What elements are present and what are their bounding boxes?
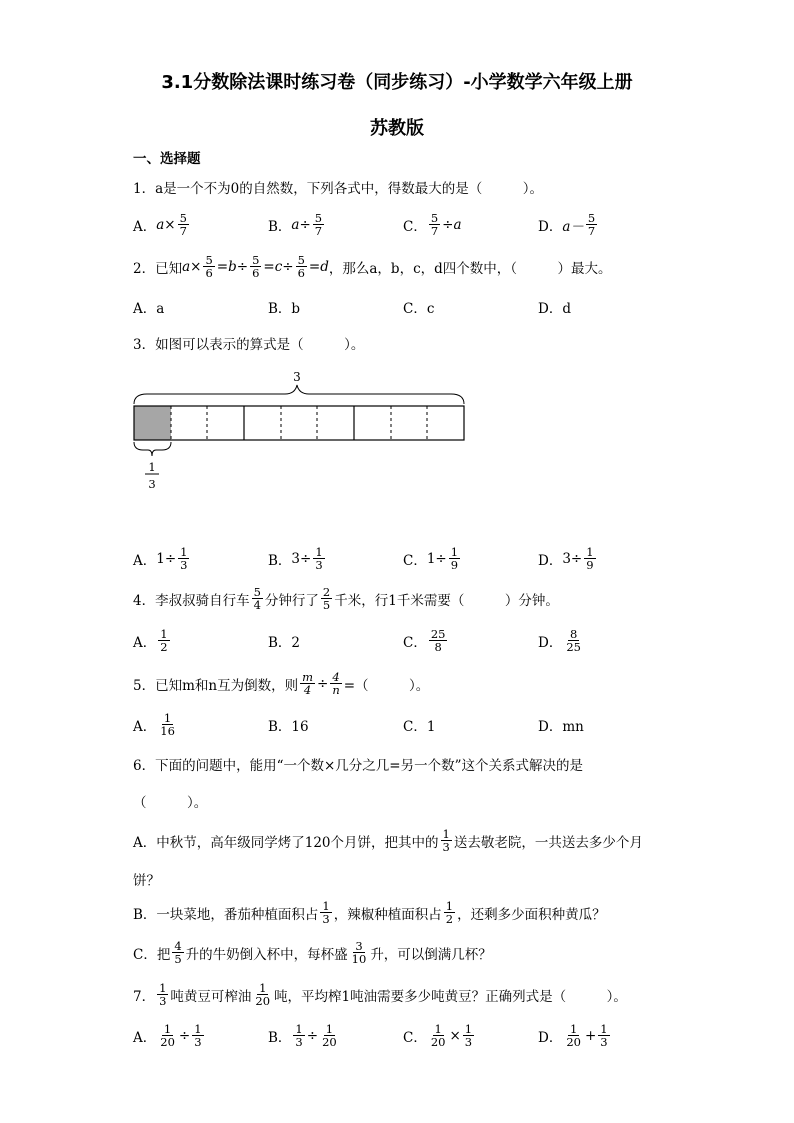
top-brace-label: 3 [293, 370, 301, 384]
top-brace [134, 385, 464, 404]
q4-options [133, 628, 673, 653]
shaded-cell [134, 406, 171, 440]
q6-option-a-cont: 饼？ [133, 873, 160, 889]
q2-options [133, 297, 673, 317]
q1-options [133, 212, 673, 237]
q2-option-a: A．a [133, 301, 165, 317]
question-5: 5．已知m和n互为倒数，则 $\frac{m}{4}$ ÷ $\frac{4}{n}$ =（ ）。 [133, 670, 430, 697]
q6-option-b: B．一块菜地，番茄种植面积占 $\frac{1}{3}$ ，辣椒种植面积占 $\frac{1}{2}$ ，还剩多少面积种黄瓜？ [133, 899, 606, 926]
section-heading: 一、选择题 [133, 151, 201, 167]
question-3: 3．如图可以表示的算式是（ ）。 [133, 337, 365, 353]
q2-option-d: D．d [538, 301, 571, 317]
q6-option-c: C．把 $\frac{4}{5}$ 升的牛奶倒入杯中，每杯盛 $\frac{3}{10}$ 升，可以倒满几杯？ [133, 939, 492, 966]
q1-option-d: D． a－ $\frac{5}{7}$ [538, 211, 596, 238]
question-1: 1．a是一个不为0的自然数，下列各式中，得数最大的是（ ）。 [133, 181, 543, 197]
q5-options [133, 712, 673, 737]
q3-option-b: B． 3÷ $\frac{1}{3}$ [268, 545, 323, 572]
q2-option-b: B．b [268, 301, 301, 317]
question-6-answer-blank: （ ）。 [133, 795, 208, 811]
q7-option-c: C． $\frac{1}{20}$ × $\frac{1}{3}$ [403, 1022, 473, 1049]
bottom-brace [134, 442, 171, 456]
q1-option-c: C． $\frac{5}{7}$ ÷a [403, 211, 462, 238]
question-4: 4．李叔叔骑自行车 $\frac{5}{4}$ 分钟行了 $\frac{2}{5}$ 千米，行1千米需要（ ）分钟。 [133, 585, 559, 612]
q7-option-b: B． $\frac{1}{3}$ ÷ $\frac{1}{20}$ [268, 1022, 337, 1049]
q7-option-a: A． $\frac{1}{20}$ ÷ $\frac{1}{3}$ [133, 1022, 202, 1049]
page-title: 3.1分数除法课时练习卷（同步练习）-小学数学六年级上册 [161, 72, 633, 93]
question-7: 7． $\frac{1}{3}$ 吨黄豆可榨油 $\frac{1}{20}$ 吨，平均榨1吨油需要多少吨黄豆？正确列式是（ ）。 [133, 981, 627, 1008]
q7-options [133, 1023, 673, 1048]
q3-options [133, 546, 673, 571]
q4-option-d: D． $\frac{8}{25}$ [538, 627, 581, 654]
q7-option-d: D． $\frac{1}{20}$ + $\frac{1}{3}$ [538, 1022, 608, 1049]
q3-bar-diagram [125, 368, 475, 498]
q3-option-d: D． 3÷ $\frac{1}{9}$ [538, 545, 594, 572]
q4-option-a: A． $\frac{1}{2}$ [133, 627, 168, 654]
q1-option-b: B． a÷ $\frac{5}{7}$ [268, 211, 323, 238]
q6-option-a: A．中秋节，高年级同学烤了120个月饼，把其中的 $\frac{1}{3}$ 送去敬老院，一共送去多少个月 [133, 827, 643, 854]
page-subtitle: 苏教版 [370, 118, 424, 139]
bottom-frac-den: 3 [148, 477, 156, 491]
q3-option-c: C． 1÷ $\frac{1}{9}$ [403, 545, 459, 572]
bar-outline [134, 406, 464, 440]
q5-option-a: A． $\frac{1}{16}$ [133, 711, 175, 738]
q5-option-d: D．mn [538, 718, 584, 735]
question-6: 6．下面的问题中，能用“一个数×几分之几=另一个数”这个关系式解决的是 [133, 758, 584, 774]
q2-option-c: C．c [403, 301, 435, 317]
bottom-frac-num: 1 [148, 460, 156, 474]
q3-option-a: A． 1÷ $\frac{1}{3}$ [133, 545, 188, 572]
q5-option-b: B．16 [268, 718, 309, 735]
question-2: 2．已知 a× $\frac{5}{6}$ =b÷ $\frac{5}{6}$ =c÷ $\frac{5}{6}$ =d ，那么a，b，c，d四个数中，（ ）最大。 [133, 253, 612, 280]
q1-option-a: A． a× $\frac{5}{7}$ [133, 211, 187, 238]
q4-option-b: B．2 [268, 634, 301, 651]
q5-option-c: C．1 [403, 718, 436, 735]
q4-option-c: C． $\frac{25}{8}$ [403, 627, 446, 654]
